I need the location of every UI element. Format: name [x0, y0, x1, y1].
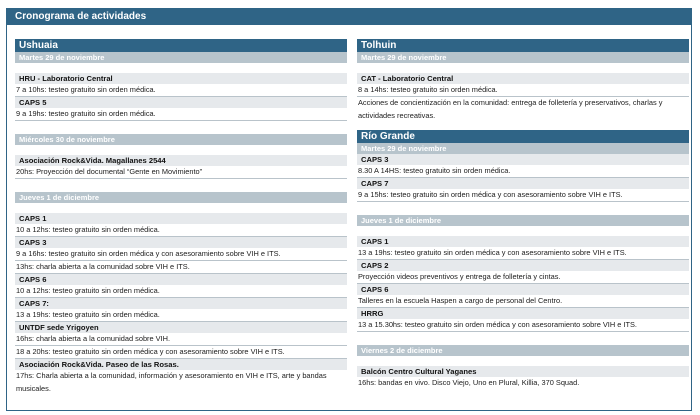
ushuaia-column — [15, 39, 347, 395]
location-hru: HRU - Laboratorio Central — [15, 73, 347, 84]
page-title: Cronograma de actividades — [7, 9, 691, 25]
activity-text: 13hs: charla abierta a la comunidad sobre VIH e ITS. — [15, 261, 347, 274]
location-caps6: CAPS 6 — [15, 274, 347, 285]
location-caps7: CAPS 7: — [15, 298, 347, 309]
city-header-ushuaia: Ushuaia — [15, 39, 347, 52]
activity-text: 16hs: bandas en vivo. Disco Viejo, Uno en Plural, Killia, 370 Squad. — [358, 378, 580, 387]
activity-text: 18 a 20hs: testeo gratuito sin orden médica y con asesoramiento sobre VIH e ITS. — [15, 346, 347, 359]
city-header-tolhuin: Tolhuin — [357, 39, 689, 52]
activity-line: actividades recreativas. — [358, 110, 436, 120]
right-column — [357, 39, 689, 389]
location-caps1: CAPS 1 — [357, 236, 689, 247]
location-rock-vida-paseo: Asociación Rock&Vida. Paseo de las Rosas. — [15, 359, 347, 370]
city-header-rio-grande: Río Grande — [357, 130, 689, 143]
location-caps3: CAPS 3 — [357, 154, 689, 165]
location-caps5: CAPS 5 — [15, 97, 347, 108]
activity-text: Talleres en la escuela Haspen a cargo de personal del Centro. — [357, 295, 689, 308]
location-caps7: CAPS 7 — [357, 178, 689, 189]
location-untdf: UNTDF sede Yrigoyen — [15, 322, 347, 333]
day-header: Martes 29 de noviembre — [357, 52, 689, 63]
location-caps1: CAPS 1 — [15, 213, 347, 224]
activity-line: musicales. — [16, 383, 51, 393]
day-header: Jueves 1 de diciembre — [357, 215, 689, 226]
activity-text: 16hs: charla abierta a la comunidad sobre VIH. — [15, 333, 347, 346]
activity-text: 9 a 15hs: testeo gratuito sin orden médica y con asesoramiento sobre VIH e ITS. — [357, 189, 689, 202]
activity-text: 10 a 12hs: testeo gratuito sin orden médica. — [15, 224, 347, 237]
location-caps6: CAPS 6 — [357, 284, 689, 295]
location-caps2: CAPS 2 — [357, 260, 689, 271]
activity-text: 7 a 10hs: testeo gratuito sin orden médica. — [15, 84, 347, 97]
day-header: Martes 29 de noviembre — [15, 52, 347, 63]
location-rock-vida-magallanes: Asociación Rock&Vida. Magallanes 2544 — [15, 155, 347, 166]
day-header: Miércoles 30 de noviembre — [15, 134, 347, 145]
activity-text: 9 a 16hs: testeo gratuito sin orden médica y con asesoramiento sobre VIH e ITS. — [15, 248, 347, 261]
activity-text: 10 a 12hs: testeo gratuito sin orden médica. — [15, 285, 347, 298]
location-cat: CAT - Laboratorio Central — [357, 73, 689, 84]
activity-line: 17hs: Charla abierta a la comunidad, información y asesoramiento en VIH e ITS, arte y bandas — [16, 371, 327, 380]
activity-line: Acciones de concientización en la comunidad: entrega de folletería y preservativos, charlas y — [358, 98, 663, 107]
activity-text: 8.30 A 14HS: testeo gratuito sin orden médica. — [357, 165, 689, 178]
activity-text: 9 a 19hs: testeo gratuito sin orden médica. — [15, 108, 347, 121]
activity-text: 20hs: Proyección del documental “Gente en Movimiento” — [15, 166, 347, 179]
activity-text — [15, 370, 347, 395]
activity-text: Proyección videos preventivos y entrega de folletería y cintas. — [357, 271, 689, 284]
schedule-frame — [6, 8, 692, 411]
location-hrrg: HRRG — [357, 308, 689, 319]
location-balcon-yaganes: Balcón Centro Cultural Yaganes — [357, 366, 689, 377]
activity-text — [357, 97, 689, 122]
activity-text: 13 a 15.30hs: testeo gratuito sin orden médica y con asesoramiento sobre VIH e ITS. — [357, 319, 689, 332]
activity-text: 13 a 19hs: testeo gratuito sin orden médica y con asesoramiento sobre VIH e ITS. — [357, 247, 689, 260]
day-header: Viernes 2 de diciembre — [357, 345, 689, 356]
day-header: Jueves 1 de diciembre — [15, 192, 347, 203]
day-header: Martes 29 de noviembre — [357, 143, 689, 154]
activity-text: 8 a 14hs: testeo gratuito sin orden médica. — [357, 84, 689, 97]
activity-text: 13 a 19hs: testeo gratuito sin orden médica. — [15, 309, 347, 322]
location-caps3: CAPS 3 — [15, 237, 347, 248]
